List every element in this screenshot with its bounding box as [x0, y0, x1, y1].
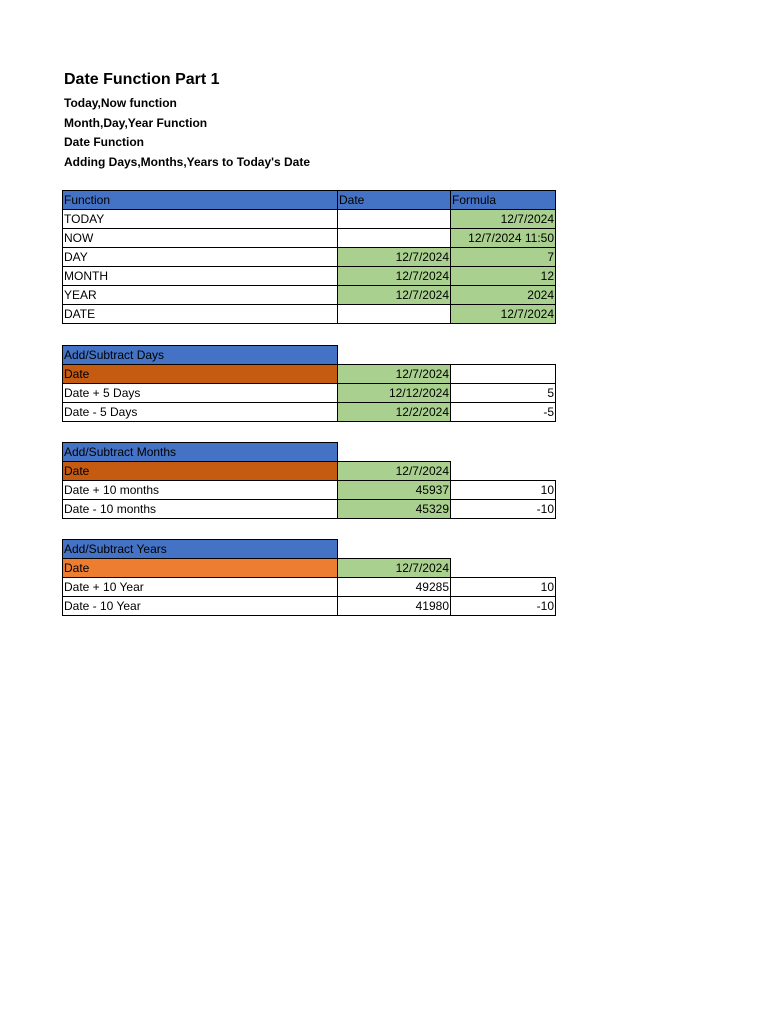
table-header-row	[63, 540, 556, 559]
subtitle-adding: Adding Days,Months,Years to Today's Date	[64, 155, 311, 169]
table-row	[63, 365, 556, 384]
cell-date[interactable]: 41980	[338, 597, 451, 616]
header-cell-date[interactable]: Date	[338, 191, 451, 210]
table-row	[63, 286, 556, 305]
cell-function[interactable]: DATE	[63, 305, 338, 324]
table-row	[63, 481, 556, 500]
cell-formula[interactable]: 7	[451, 248, 556, 267]
cell-label[interactable]: Date + 10 Year	[63, 578, 338, 597]
cell-formula[interactable]: 12	[451, 267, 556, 286]
cell-offset[interactable]: 5	[451, 384, 556, 403]
cell-date[interactable]: 45329	[338, 500, 451, 519]
cell-offset[interactable]: -10	[451, 500, 556, 519]
cell-function[interactable]: YEAR	[63, 286, 338, 305]
cell-function[interactable]: DAY	[63, 248, 338, 267]
cell-offset[interactable]	[451, 365, 556, 384]
table-row	[63, 462, 556, 481]
cell-date[interactable]: 12/7/2024	[338, 267, 451, 286]
cell-date[interactable]: 12/7/2024	[338, 559, 451, 578]
table-row	[63, 305, 556, 324]
section-header-days[interactable]: Add/Subtract Days	[63, 346, 338, 365]
cell-date[interactable]: 12/2/2024	[338, 403, 451, 422]
table-row	[63, 229, 556, 248]
table-row	[63, 248, 556, 267]
section-header-years[interactable]: Add/Subtract Years	[63, 540, 338, 559]
cell-function[interactable]: TODAY	[63, 210, 338, 229]
section-header-months[interactable]: Add/Subtract Months	[63, 443, 338, 462]
table-row	[63, 578, 556, 597]
add-subtract-days-table	[62, 345, 556, 422]
cell-function[interactable]: MONTH	[63, 267, 338, 286]
subtitle-month-day-year: Month,Day,Year Function	[64, 116, 208, 130]
header-cell-function[interactable]: Function	[63, 191, 338, 210]
page-title: Date Function Part 1	[64, 71, 220, 88]
cell-label[interactable]: Date + 10 months	[63, 481, 338, 500]
table-row	[63, 500, 556, 519]
table-row	[63, 559, 556, 578]
cell-date[interactable]	[338, 210, 451, 229]
cell-date[interactable]	[338, 305, 451, 324]
cell-date[interactable]: 12/12/2024	[338, 384, 451, 403]
subtitle-date-function: Date Function	[64, 135, 144, 149]
cell-label[interactable]: Date - 10 Year	[63, 597, 338, 616]
cell-offset[interactable]: 10	[451, 578, 556, 597]
table-row	[63, 210, 556, 229]
header-cell-formula[interactable]: Formula	[451, 191, 556, 210]
cell-date[interactable]	[338, 229, 451, 248]
cell-date[interactable]: 45937	[338, 481, 451, 500]
table-header-row	[63, 346, 556, 365]
cell-offset[interactable]	[451, 559, 556, 578]
cell-label[interactable]: Date + 5 Days	[63, 384, 338, 403]
cell-label[interactable]: Date	[63, 365, 338, 384]
cell-label[interactable]: Date	[63, 559, 338, 578]
table-header-row	[63, 443, 556, 462]
cell-formula[interactable]: 12/7/2024 11:50	[451, 229, 556, 248]
functions-table	[62, 190, 556, 324]
cell-formula[interactable]: 12/7/2024	[451, 210, 556, 229]
table-row	[63, 597, 556, 616]
subtitle-today-now: Today,Now function	[64, 96, 177, 110]
cell-offset[interactable]: -5	[451, 403, 556, 422]
cell-label[interactable]: Date	[63, 462, 338, 481]
cell-date[interactable]: 12/7/2024	[338, 462, 451, 481]
cell-function[interactable]: NOW	[63, 229, 338, 248]
cell-offset[interactable]	[451, 462, 556, 481]
cell-offset[interactable]: 10	[451, 481, 556, 500]
cell-label[interactable]: Date - 10 months	[63, 500, 338, 519]
cell-date[interactable]: 12/7/2024	[338, 248, 451, 267]
table-row	[63, 384, 556, 403]
cell-formula[interactable]: 2024	[451, 286, 556, 305]
cell-date[interactable]: 12/7/2024	[338, 365, 451, 384]
add-subtract-years-table	[62, 539, 556, 616]
cell-offset[interactable]: -10	[451, 597, 556, 616]
cell-date[interactable]: 12/7/2024	[338, 286, 451, 305]
cell-label[interactable]: Date - 5 Days	[63, 403, 338, 422]
table-header-row	[63, 191, 556, 210]
table-row	[63, 267, 556, 286]
cell-date[interactable]: 49285	[338, 578, 451, 597]
add-subtract-months-table	[62, 442, 556, 519]
cell-formula[interactable]: 12/7/2024	[451, 305, 556, 324]
table-row	[63, 403, 556, 422]
